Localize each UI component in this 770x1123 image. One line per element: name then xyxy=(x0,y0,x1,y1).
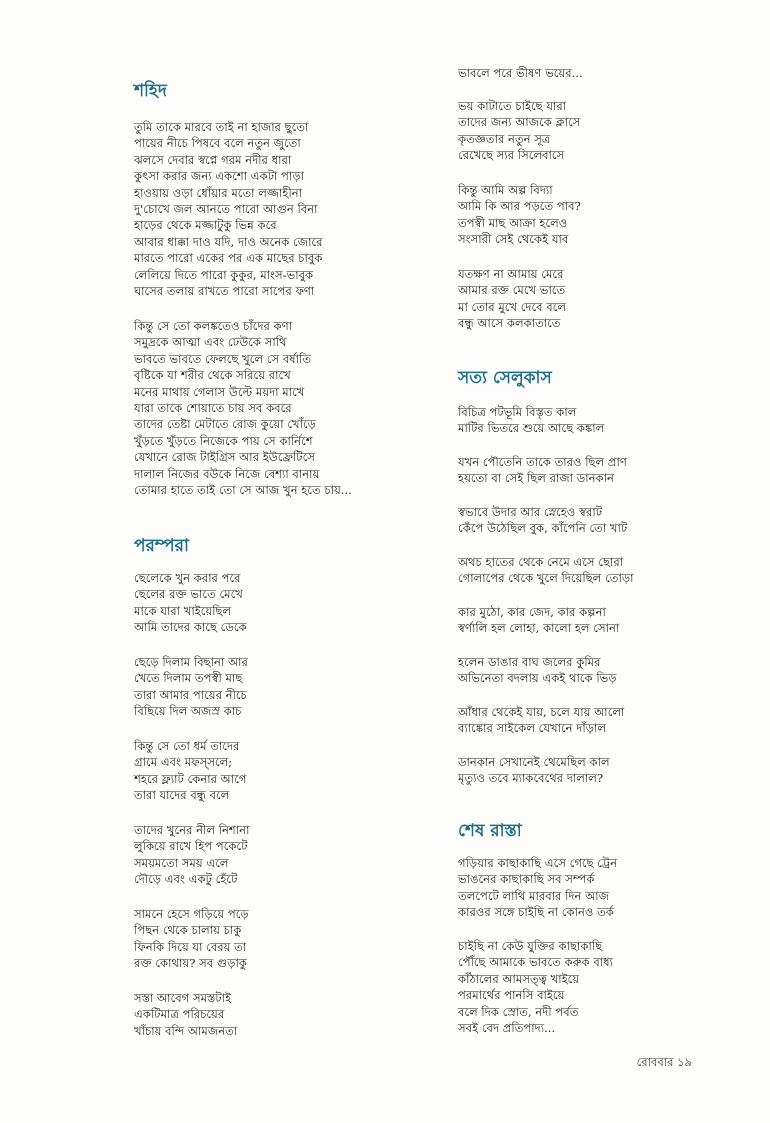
stanza xyxy=(458,855,617,921)
poem-line: পায়ের নীচে পিষবে বলে নতুন জুতো xyxy=(134,136,301,151)
poem-line: ঝলসে দেবার স্বপ্নে গরম নদীর ধারা xyxy=(134,152,292,167)
poem-line: বন্ধু আসে কলকাতাতে xyxy=(458,316,561,331)
stanza xyxy=(134,318,352,498)
poem-line: চাইছি না কেউ যুক্তির কাছাকাছি xyxy=(458,939,603,953)
stanza xyxy=(458,98,580,164)
poem-line: সংসারী সেই থেকেই যাব xyxy=(458,232,569,247)
page-number: রোববার ১৯ xyxy=(636,1055,692,1069)
stanza xyxy=(458,65,583,81)
poem-title-shesh-rasta: শেষ রাস্তা xyxy=(458,821,522,841)
poem-line: খুঁড়তে খুঁড়তে নিজেকে পায় সে কার্নিশে xyxy=(134,433,313,448)
poem-line: মৃত্যুও তবে ম্যাকবেথের দালাল? xyxy=(458,771,604,786)
stanza xyxy=(134,119,323,299)
poem-line: পরমার্থের পানসি বাইয়ে xyxy=(458,988,565,1003)
poem-line: কারওর সঙ্গে চাইছি না কোনও তর্ক xyxy=(458,905,614,920)
poem-line: আমি তাদের কাছে ডেকে xyxy=(134,620,247,635)
poem-line: ব্যাঙ্কোর সাইকেল যেখানে দাঁড়াল xyxy=(458,721,607,736)
poem-line: তপস্বী মাছ আক্রা হলেও xyxy=(458,215,568,230)
poem-line: তাদের তেষ্টা মেটাতে রোজ কুয়ো খোঁড়ে xyxy=(134,417,316,432)
poem-line: সমুদ্রকে আত্মা এবং ঢেউকে সাথি xyxy=(134,335,287,350)
poem-line: যতক্ষণ না আমায় মেরে xyxy=(458,267,564,281)
poem-line: সস্তা আবেগ সমস্তটাই xyxy=(134,991,232,1005)
stanza xyxy=(134,990,237,1039)
poem-line: স্বর্ণালি হল লোহা, কালো হল সোনা xyxy=(458,621,620,636)
poem-line: দৌড়ে এবং একটু হেঁটে xyxy=(134,872,238,887)
poem-line: কিন্তু সে তো কলঙ্কতেও চাঁদের কণা xyxy=(134,319,293,333)
poem-line: ছেলেকে খুন করার পরে xyxy=(134,571,241,585)
poem-line: কিন্তু সে তো ধর্ম তাদের xyxy=(134,739,240,753)
poem-line: মাটির ভিতরে শুয়ে আছে কঙ্কাল xyxy=(458,421,605,436)
poem-line: গ্রামে এবং মফস্সলে; xyxy=(134,755,233,770)
poem-line: ছেড়ে দিলাম বিছানা আর xyxy=(134,655,248,669)
poem-line: খেতে দিলাম তপস্বী মাছ xyxy=(134,671,243,686)
poem-line: অথচ হাতের থেকে নেমে এসে ছোরা xyxy=(458,555,624,569)
poem-line: তাদের জন্য আজকে ক্লাসে xyxy=(458,115,581,130)
stanza xyxy=(134,570,247,636)
poem-line: গোলাপের থেকে খুলে দিয়েছিল তোড়া xyxy=(458,571,634,586)
stanza xyxy=(134,738,246,804)
stanza xyxy=(458,654,617,687)
stanza xyxy=(458,266,566,332)
poem-line: দালাল নিজের বউকে নিজে বেশ্যা বানায় xyxy=(134,466,320,481)
poem-line: মনের মাথায় গেলাস উল্টে ময়দা মাখে xyxy=(134,384,305,399)
poem-line: সবই বেদ প্রতিপাদ্য... xyxy=(458,1020,556,1035)
poem-line: হলেন ডাঙার বাঘ জলের কুমির xyxy=(458,655,601,669)
poem-line: পৌঁছে আমাকে ভাবতে করুক বাধ্য xyxy=(458,955,614,970)
poem-line: রেখেছে স্যর সিলেবাসে xyxy=(458,148,565,163)
poem-line: কাঁঠালের আমসত্ত্ব খাইয়ে xyxy=(458,971,580,986)
stanza xyxy=(134,654,248,720)
poem-line: আবার ধাক্কা দাও যদি, দাও অনেক জোরে xyxy=(134,234,323,249)
poem-line: রক্ত কোথায়? সব গুড়াকু xyxy=(134,956,247,971)
poem-line: খাঁচায় বন্দি আমজনতা xyxy=(134,1023,238,1038)
poem-line: ডানকান সেখানেই থেমেছিল কাল xyxy=(458,755,610,769)
poem-line: মা তোর মুখে দেবে বলে xyxy=(458,299,567,314)
poem-line: বিচিত্র পটভূমি বিস্তৃত কাল xyxy=(458,405,577,419)
poem-line: একটিমাত্র পরিচয়ের xyxy=(134,1007,225,1022)
stanza xyxy=(458,938,613,1036)
poem-line: কৃতজ্ঞতার নতুন সূত্র xyxy=(458,131,551,146)
poem-line: আমি কি আর পড়তে পাব? xyxy=(458,199,581,214)
poem-line: বৃষ্টিকে যা শরীর থেকে সরিয়ে রাখে xyxy=(134,368,291,383)
poem-line: আঁধার থেকেই যায়, চলে যায় আলো xyxy=(458,705,625,719)
poem-line: মাকে যারা খাইয়েছিল xyxy=(134,603,232,618)
poem-line: তারা আমার পায়ের নীচে xyxy=(134,687,247,702)
stanza xyxy=(458,182,581,248)
poem-line: লেলিয়ে দিতে পারো কুকুর, মাংস-ভাবুক xyxy=(134,267,314,282)
stanza xyxy=(458,504,627,537)
poem-line: কিন্তু আমি অল্প বিদ্যা xyxy=(458,183,553,197)
poem-line: সামনে হেসে গড়িয়ে পড়ে xyxy=(134,907,249,921)
poem-line: কেঁপে উঠেছিল বুক, কাঁপেনি তো খাট xyxy=(458,521,628,536)
poem-line: তুমি তাকে মারবে তাই না হাজার ছুতো xyxy=(134,120,309,134)
poem-line: স্বভাবে উদার আর স্নেহেও স্বরাট xyxy=(458,505,603,519)
poem-line: ভাবতে ভাবতে ফেলছে খুলে সে বর্ষাতি xyxy=(134,351,312,366)
poem-line: ভাঙনের কাছাকাছি সব সম্পর্ক xyxy=(458,872,595,887)
stanza xyxy=(458,704,624,737)
stanza xyxy=(134,822,249,888)
stanza xyxy=(458,604,619,637)
poem-line: শহরে ফ্ল্যাট কেনার আগে xyxy=(134,771,247,786)
poem-title-shohid: শহিদ xyxy=(134,81,167,101)
poem-line: বিছিয়ে দিল অজস্র কাচ xyxy=(134,704,242,719)
poem-line: বলে দিক স্রোত, নদী পর্বত xyxy=(458,1004,579,1019)
poem-line: যেখানে রোজ টাইগ্রিস আর ইউফ্রেটিসে xyxy=(134,450,315,465)
poem-line: ভয় কাটাতে চাইছে যারা xyxy=(458,99,567,113)
poem-line: যখন পৌতেনি তাকে তারও ছিল প্রাণ xyxy=(458,455,627,469)
stanza xyxy=(458,454,627,487)
poem-line: তারা যাদের বন্ধু বলে xyxy=(134,788,230,803)
poem-line: ঘাসের তলায় রাখতে পারো সাপের ফণা xyxy=(134,283,315,298)
poem-line: তলপেটে লাথি মারবার দিন আজ xyxy=(458,888,610,903)
poem-line: ছেলের রক্ত ভাতে মেখে xyxy=(134,587,243,602)
poem-line: কার মুঠো, কার জেদ, কার কল্পনা xyxy=(458,605,606,619)
stanza xyxy=(458,754,610,787)
poem-title-sotto-selukas: সত্য সেলুকাস xyxy=(458,368,552,388)
poem-line: সময়মতো সময় এলে xyxy=(134,855,229,870)
poem-line: হাড়ের থেকে মজ্জাটুকু ভিন্ন করে xyxy=(134,218,277,233)
poem-line: আমার রক্ত মেখে ভাতে xyxy=(458,283,566,298)
poem-line: তোমার হাতে তাই তো সে আজ খুন হতে চায়... xyxy=(134,482,352,497)
poem-line: গড়িয়ার কাছাকাছি এসে গেছে ট্রেন xyxy=(458,856,618,870)
stanza xyxy=(458,404,604,437)
poem-line: হাওয়ায় ওড়া ধোঁয়ার মতো লজ্জাহীনা xyxy=(134,185,303,200)
poem-line: হয়তো বা সেই ছিল রাজা ডানকান xyxy=(458,471,614,486)
poem-line: কুৎসা করার জন্য একশো একটা পাড়া xyxy=(134,169,304,184)
poem-line: মারতে পারো একের পর এক মাছের চাবুক xyxy=(134,251,323,266)
stanza xyxy=(134,906,249,972)
poem-line: যারা তাকে শোয়াতে চায় সব কবরে xyxy=(134,400,292,415)
poem-line: তাদের খুনের নীল নিশানা xyxy=(134,823,250,837)
poem-line: ভাবলে পরে ভীষণ ভয়ের... xyxy=(458,66,583,80)
poem-line: লুকিয়ে রাখে হিপ পকেটে xyxy=(134,839,248,854)
poem-title-porompora: পরম্পরা xyxy=(134,536,189,556)
poem-line: ফিনকি দিয়ে যা বেরয় তা xyxy=(134,939,247,954)
stanza xyxy=(458,554,634,587)
poem-line: অভিনেতা বদলায় একই থাকে ভিড় xyxy=(458,671,617,686)
poem-line: দু'চোখে জল আনতে পারো আগুন বিনা xyxy=(134,201,318,216)
poem-line: পিছন থেকে চালায় চাকু xyxy=(134,923,242,938)
